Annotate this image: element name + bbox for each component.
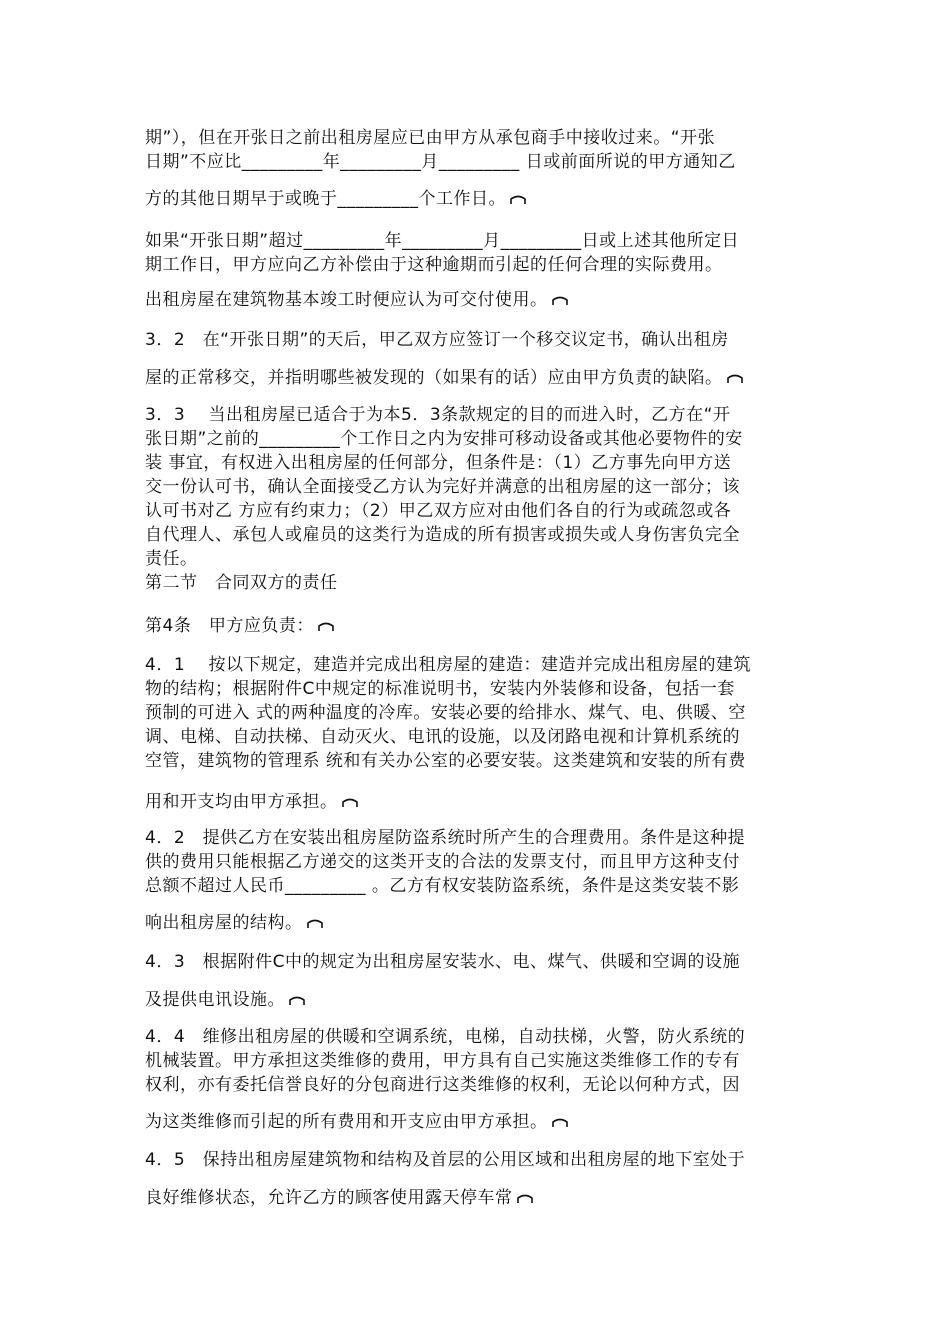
text-line: 3．2 在“开张日期”的天后，甲乙双方应签订一个移交议定书，确认出租房 bbox=[145, 330, 729, 350]
paragraph-mark-icon bbox=[307, 917, 323, 929]
text-line bbox=[145, 187, 805, 211]
text-line bbox=[145, 1110, 805, 1134]
text-line bbox=[145, 790, 805, 814]
paragraph-4-4-cont bbox=[145, 1110, 805, 1134]
paragraph-deliverable bbox=[145, 288, 805, 312]
paragraph-mark-icon bbox=[552, 1116, 568, 1128]
text-line-content: 方的其他日期早于或晚于_________个工作日。 bbox=[145, 189, 506, 209]
paragraph-mark-icon bbox=[552, 294, 568, 306]
paragraph-4-2 bbox=[145, 826, 805, 898]
text-line: 4．4 维修出租房屋的供暖和空调系统，电梯，自动扶梯，火警，防火系统的 bbox=[145, 1027, 746, 1047]
text-line: 机械装置。甲方承担这类维修的费用，甲方具有自己实施这类维修工作的专有 bbox=[145, 1051, 740, 1071]
paragraph-article-4 bbox=[145, 614, 805, 638]
text-line: 4．3 根据附件C中的规定为出租房屋安装水、电、煤气、供暖和空调的设施 bbox=[145, 952, 741, 972]
text-line: 张日期”之前的_________个工作日之内为安排可移动设备或其他必要物件的安 bbox=[145, 429, 743, 449]
text-line: 物的结构；根据附件C中规定的标准说明书，安装内外装修和设备，包括一套 bbox=[145, 679, 735, 699]
text-line: 总额不超过人民币_________ 。乙方有权安装防盗系统，条件是这类安装不影 bbox=[145, 876, 740, 896]
text-line: 自代理人、承包人或雇员的这类行为造成的所有损害或损失或人身伤害负完全 bbox=[145, 525, 740, 545]
text-line-content: 用和开支均由甲方承担。 bbox=[145, 792, 338, 812]
paragraph-working-days bbox=[145, 187, 805, 211]
text-line bbox=[145, 366, 805, 390]
paragraph-mark-icon bbox=[510, 193, 526, 205]
text-line bbox=[145, 988, 805, 1012]
text-line-content: 屋的正常移交，并指明哪些被发现的（如果有的话）应由甲方负责的缺陷。 bbox=[145, 368, 723, 388]
paragraph-3-2 bbox=[145, 328, 805, 352]
text-line: 期”），但在开张日之前出租房屋应已由甲方从承包商手中接收过来。“开张 bbox=[145, 128, 716, 148]
text-line bbox=[145, 288, 805, 312]
text-line-content: 出租房屋在建筑物基本竣工时便应认为可交付使用。 bbox=[145, 290, 548, 310]
text-line-content: 及提供电讯设施。 bbox=[145, 990, 285, 1010]
paragraph-mark-icon bbox=[517, 1192, 533, 1204]
text-line: 如果“开张日期”超过_________年_________月_________日或上述其他所定日 bbox=[145, 231, 740, 251]
paragraph-3-2-cont bbox=[145, 366, 805, 390]
paragraph-mark-icon bbox=[342, 796, 358, 808]
text-line: 3．3 当出租房屋已适合于为本5．3条款规定的目的而进入时，乙方在“开 bbox=[145, 405, 731, 425]
text-line: 期工作日，甲方应向乙方补偿由于这种逾期而引起的任何合理的实际费用。 bbox=[145, 255, 723, 275]
text-line-content: 良好维修状态，允许乙方的顾客使用露天停车常 bbox=[145, 1188, 513, 1208]
text-line: 日期”不应比_________年_________月_________ 日或前面所说的甲方通知乙 bbox=[145, 152, 736, 172]
text-line: 空管，建筑物的管理系 统和有关办公室的必要安装。这类建筑和安装的所有费 bbox=[145, 751, 746, 771]
text-line: 供的费用只能根据乙方递交的这类开支的合法的发票支付，而且甲方这种支付 bbox=[145, 852, 740, 872]
text-line: 4．5 保持出租房屋建筑物和结构及首层的公用区域和出租房屋的地下室处于 bbox=[145, 1150, 746, 1170]
text-line: 交一份认可书，确认全面接受乙方认为完好并满意的出租房屋的这一部分；该 bbox=[145, 477, 740, 497]
text-line: 4．2 提供乙方在安装出租房屋防盗系统时所产生的合理费用。条件是这种提 bbox=[145, 828, 746, 848]
paragraph-4-5-cont bbox=[145, 1186, 805, 1210]
text-line bbox=[145, 911, 805, 935]
paragraph-4-3-cont bbox=[145, 988, 805, 1012]
text-line bbox=[145, 1186, 805, 1210]
text-line-content: 第4条 甲方应负责： bbox=[145, 616, 314, 636]
paragraph-mark-icon bbox=[289, 994, 305, 1006]
paragraph-4-3 bbox=[145, 950, 805, 974]
section-heading: 第二节 合同双方的责任 bbox=[145, 573, 338, 593]
paragraph-mark-icon bbox=[318, 620, 334, 632]
paragraph-4-2-cont bbox=[145, 911, 805, 935]
paragraph-opening-date bbox=[145, 126, 805, 174]
text-line-content: 响出租房屋的结构。 bbox=[145, 913, 303, 933]
text-line: 装 事宜，有权进入出租房屋的任何部分，但条件是：（1）乙方事先向甲方送 bbox=[145, 453, 732, 473]
text-line: 4．1 按以下规定，建造并完成出租房屋的建造：建造并完成出租房屋的建筑 bbox=[145, 655, 752, 675]
text-line: 调、电梯、自动扶梯、自动灭火、电讯的设施，以及闭路电视和计算机系统的 bbox=[145, 727, 740, 747]
paragraph-4-4 bbox=[145, 1025, 805, 1097]
paragraph-4-1 bbox=[145, 653, 805, 773]
paragraph-4-1-cont bbox=[145, 790, 805, 814]
text-line: 认可书对乙 方应有约束力；（2）甲乙双方应对由他们各自的行为或疏忽或各 bbox=[145, 501, 732, 521]
paragraph-mark-icon bbox=[727, 372, 743, 384]
paragraph-3-3 bbox=[145, 403, 805, 595]
paragraph-delay-compensation bbox=[145, 229, 805, 277]
paragraph-4-5 bbox=[145, 1148, 805, 1172]
text-line: 责任。 bbox=[145, 549, 198, 569]
article-heading bbox=[145, 614, 805, 638]
text-line: 权利，亦有委托信誉良好的分包商进行这类维修的权利，无论以何种方式，因 bbox=[145, 1075, 740, 1095]
text-line: 预制的可进入 式的两种温度的冷库。安装必要的给排水、煤气、电、供暖、空 bbox=[145, 703, 746, 723]
text-line-content: 为这类维修而引起的所有费用和开支应由甲方承担。 bbox=[145, 1112, 548, 1132]
